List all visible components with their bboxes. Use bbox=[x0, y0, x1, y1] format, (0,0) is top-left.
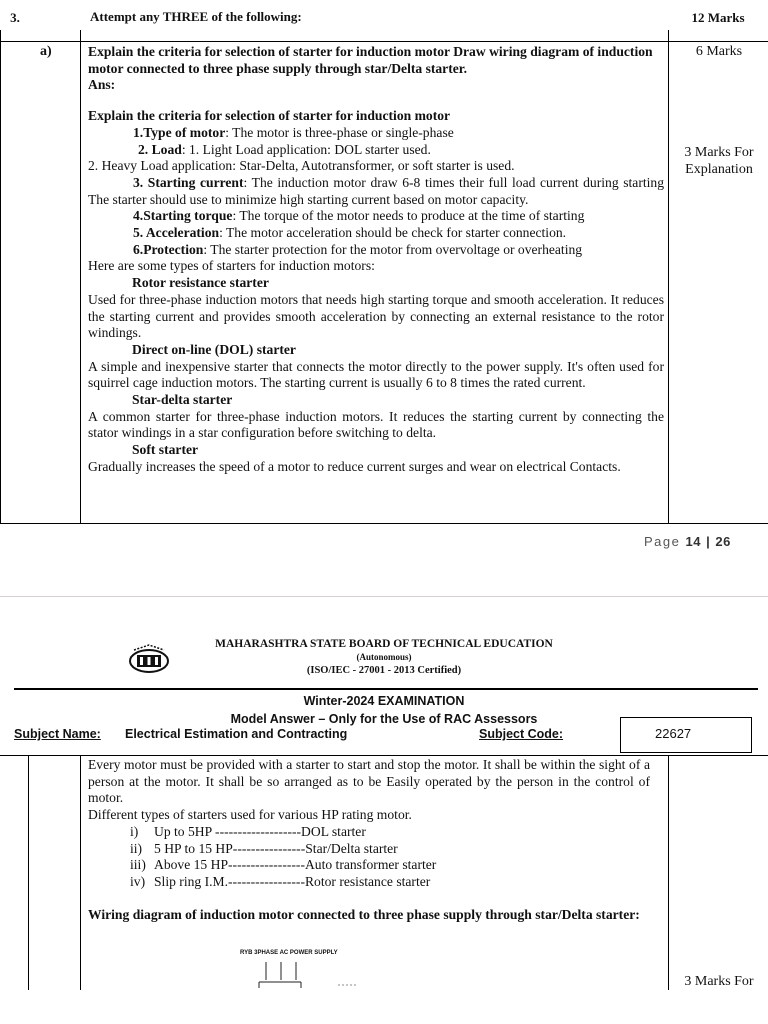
table-bottom-rule bbox=[0, 523, 768, 524]
starter-desc: Used for three-phase induction motors that needs high starting torque and smooth acceleration. It reduces the starting current and provides smooth acceleration by connecting an external resistance to the rotor windings. bbox=[88, 291, 664, 341]
page-number: Page 14 | 26 bbox=[644, 534, 731, 549]
table-col-divider-2 bbox=[668, 755, 669, 990]
page-separator bbox=[0, 596, 768, 597]
marks-total: 6 Marks bbox=[695, 44, 743, 59]
table-col-divider-2 bbox=[668, 30, 669, 524]
list-item: iii) Above 15 HP-----------------Auto transformer starter bbox=[130, 857, 437, 873]
starter-requirement-para: Every motor must be provided with a starter to start and stop the motor. It shall be within the sight of a person at the motor. It shall be so arranged as to be Easily operated by the person in the control of motor. bbox=[88, 757, 650, 806]
question-text: Explain the criteria for selection of starter for induction motor Draw wiring diagram of induction motor connected to three phase supply through star/Delta starter. bbox=[88, 44, 653, 76]
criterion-protection: 6.Protection: The starter protection for the motor from overvoltage or overheating bbox=[133, 241, 583, 257]
types-intro: Here are some types of starters for induction motors: bbox=[88, 258, 375, 274]
criterion-acceleration: 5. Acceleration: The motor acceleration should be check for starter connection. bbox=[133, 225, 567, 241]
starter-desc: A simple and inexpensive starter that connects the motor directly to the power supply. It's often used for squirrel cage induction motors. The starting current is usually 6 to 8 times the rated current. bbox=[88, 358, 664, 391]
starter-name: Direct on-line (DOL) starter bbox=[132, 341, 296, 357]
table-col-divider-1 bbox=[80, 755, 81, 990]
table-top-rule bbox=[0, 41, 768, 42]
msbte-logo-icon bbox=[128, 644, 170, 674]
wiring-diagram-heading: Wiring diagram of induction motor connected to three phase supply through star/Delta starter: bbox=[88, 906, 640, 922]
criterion-torque: 4.Starting torque: The torque of the motor needs to produce at the time of starting bbox=[133, 208, 585, 224]
subject-code-box: 22627 bbox=[620, 717, 752, 753]
starter-name: Rotor resistance starter bbox=[132, 275, 269, 291]
marks-cutoff: 3 Marks For bbox=[684, 974, 754, 989]
criterion-load: 2. Load: 1. Light Load application: DOL starter used. bbox=[138, 141, 431, 157]
starter-name: Soft starter bbox=[132, 442, 199, 458]
answer-content bbox=[88, 44, 664, 476]
subject-code-label: Subject Code: bbox=[479, 727, 564, 741]
diagram-supply-label: RYB 3PHASE AC POWER SUPPLY bbox=[240, 950, 338, 956]
exam-title-block: Winter-2024 EXAMINATION Model Answer – Only for the Use of RAC Assessors bbox=[230, 694, 538, 726]
header-rule bbox=[14, 688, 758, 690]
ans-label: Ans: bbox=[88, 77, 116, 93]
criteria-heading: Explain the criteria for selection of starter for induction motor bbox=[88, 108, 451, 124]
question-number-cutoff: 3. bbox=[10, 10, 20, 25]
section-marks-cutoff: 12 Marks bbox=[691, 10, 745, 25]
question-label: a) bbox=[40, 44, 52, 59]
starter-desc: A common starter for three-phase induction motors. It reduces the starting current by connecting the stator windings in a star configuration before switching to delta. bbox=[88, 408, 664, 441]
criterion-current: 3. Starting current: The induction motor draw 6-8 times their full load current during starting The starter should use to minimize high starting current based on motor capacity. bbox=[88, 174, 664, 207]
criterion-type: 1.Type of motor: The motor is three-phase or single-phase bbox=[133, 124, 454, 140]
starter-desc: Gradually increases the speed of a motor to reduce current surges and wear on electrical Contacts. bbox=[88, 458, 621, 474]
wiring-diagram-fragment bbox=[256, 958, 386, 988]
table-left-border bbox=[0, 30, 1, 524]
hp-intro: Different types of starters used for various HP rating motor. bbox=[88, 807, 412, 823]
section-heading-cutoff: Attempt any THREE of the following: bbox=[90, 9, 302, 24]
board-header: MAHARASHTRA STATE BOARD OF TECHNICAL EDUCATION (Autonomous) (ISO/IEC - 27001 - 2013 Certified) bbox=[215, 638, 553, 676]
marks-explanation: 3 Marks For Explanation bbox=[684, 145, 754, 177]
table-left-border bbox=[28, 755, 29, 990]
list-item: iv) Slip ring I.M.-----------------Rotor resistance starter bbox=[130, 873, 431, 889]
subject-name-label: Subject Name: bbox=[14, 727, 101, 741]
criterion-heavy-load: 2. Heavy Load application: Star-Delta, Autotransformer, or soft starter is used. bbox=[88, 158, 515, 174]
starter-name: Star-delta starter bbox=[132, 392, 233, 408]
list-item: ii) 5 HP to 15 HP----------------Star/Delta starter bbox=[130, 840, 398, 856]
subject-name: Electrical Estimation and Contracting bbox=[125, 727, 348, 741]
list-item: i) Up to 5HP -------------------DOL starter bbox=[130, 823, 366, 839]
table-col-divider-1 bbox=[80, 30, 81, 524]
table-top-rule bbox=[0, 755, 768, 756]
answer-content-continued bbox=[88, 757, 650, 923]
hp-starter-list bbox=[88, 824, 650, 891]
